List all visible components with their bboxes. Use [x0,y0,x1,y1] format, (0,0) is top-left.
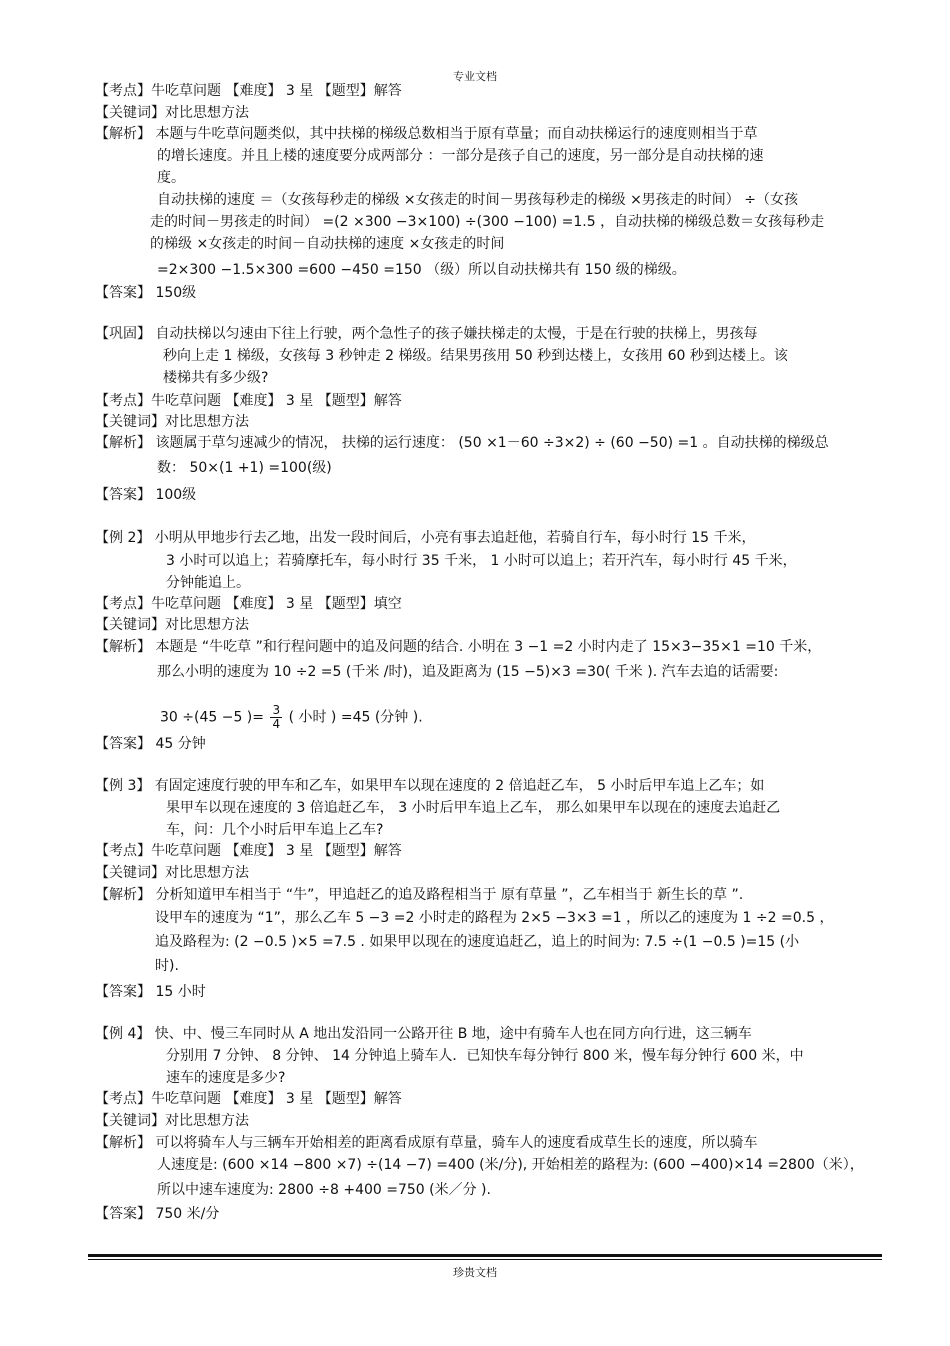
text-line: 【考点】牛吃草问题 【难度】 3 星 【题型】填空 [95,596,402,612]
text-line: 车，问：几个小时后甲车追上乙车? [166,822,384,838]
text-line: 【解析】 该题属于草匀速减少的情况， 扶梯的运行速度： (50 ×1－60 ÷3×2) ÷ (60 −50) =1 。自动扶梯的梯级总 [95,435,829,451]
text-line: 【答案】 100级 [95,487,197,503]
text-line: 时). [155,958,179,974]
text-line: 速车的速度是多少? [166,1070,286,1086]
fraction-denominator: 4 [272,717,281,731]
text-line: 走的时间－男孩走的时间） =(2 ×300 −3×100) ÷(300 −100) =1.5 ，自动扶梯的梯级总数＝女孩每秒走 [150,214,825,230]
page-footer: 珍贵文档 [453,1266,497,1279]
text-line: 秒向上走 1 梯级，女孩每 3 秒钟走 2 梯级。结果男孩用 50 秒到达楼上，女孩用 60 秒到达楼上。该 [163,348,788,364]
text-line: 【巩固】 自动扶梯以匀速由下往上行驶，两个急性子的孩子嫌扶梯走的太慢，于是在行驶的扶梯上，男孩每 [95,326,758,342]
text-line: 的增长速度。并且上楼的速度要分成两部分 ：一部分是孩子自己的速度，另一部分是自动扶梯的速 [157,148,764,164]
text-line: 【解析】 本题是 “牛吃草 ”和行程问题中的追及问题的结合. 小明在 3 −1 =2 小时内走了 15×3−35×1 =10 千米， [95,639,822,655]
text-line: 的梯级 ×女孩走的时间－自动扶梯的速度 ×女孩走的时间 [150,236,505,252]
text-line: 人速度是: (600 ×14 −800 ×7) ÷(14 −7) =400 (米/分), 开始相差的路程为: (600 −400)×14 =2800（米）， [157,1157,864,1173]
text-line: 【解析】 可以将骑车人与三辆车开始相差的距离看成原有草量，骑车人的速度看成草生长的速度，所以骑车 [95,1135,758,1151]
text-line: 【答案】 150级 [95,285,197,301]
text-line: 【例 2】 小明从甲地步行去乙地，出发一段时间后，小亮有事去追赶他，若骑自行车，每小时行 15 千米， [95,530,756,546]
fraction-numerator: 3 [272,703,281,717]
text-line: 分钟能追上。 [166,575,250,591]
text-line: 【答案】 750 米/分 [95,1206,220,1222]
text-line: 追及路程为: (2 −0.5 )×5 =7.5 . 如果甲以现在的速度追赶乙，追上的时间为: 7.5 ÷(1 −0.5 )=15 (小 [155,934,800,950]
text-line: 【关键词】对比思想方法 [95,1113,249,1129]
text-line: 【答案】 45 分钟 [95,736,206,752]
fraction-equation [160,704,423,731]
text-line: 数： 50×(1 +1) =100(级) [157,460,332,476]
footer-rule-thick [88,1254,882,1257]
text-line: 【考点】牛吃草问题 【难度】 3 星 【题型】解答 [95,393,402,409]
text-line: 设甲车的速度为 “1”，那么乙车 5 −3 =2 小时走的路程为 2×5 −3×3 =1 ，所以乙的速度为 1 ÷2 =0.5 ， [155,910,834,926]
fraction [270,704,282,731]
text-line: 所以中速车速度为: 2800 ÷8 +400 =750 (米／分 ). [157,1182,491,1198]
text-line: 【解析】 分析知道甲车相当于 “牛”，甲追赶乙的追及路程相当于 原有草量 ”，乙车相当于 新生长的草 ”. [95,887,744,903]
text-line: 【关键词】对比思想方法 [95,105,249,121]
text-line: 【答案】 15 小时 [95,984,206,1000]
text-line: 3 小时可以追上；若骑摩托车，每小时行 35 千米， 1 小时可以追上；若开汽车，每小时行 45 千米， [166,553,797,569]
text-line: 【解析】 本题与牛吃草问题类似，其中扶梯的梯级总数相当于原有草量；而自动扶梯运行的速度则相当于草 [95,126,758,142]
text-line: =2×300 −1.5×300 =600 −450 =150 （级）所以自动扶梯共有 150 级的梯级。 [157,262,686,278]
text-line: 【例 4】 快、中、慢三车同时从 A 地出发沿同一公路开往 B 地，途中有骑车人也在同方向行进，这三辆车 [95,1026,752,1042]
footer-rule-thin [88,1259,882,1260]
text-line: 度。 [157,170,185,186]
text-line: 分别用 7 分钟、 8 分钟、 14 分钟追上骑车人．已知快车每分钟行 800 米，慢车每分钟行 600 米，中 [166,1048,804,1064]
text-line: 【考点】牛吃草问题 【难度】 3 星 【题型】解答 [95,83,402,99]
text-line: 果甲车以现在速度的 3 倍追赶乙车， 3 小时后甲车追上乙车， 那么如果甲车以现在的速度去追赶乙 [166,800,781,816]
text-line: 【考点】牛吃草问题 【难度】 3 星 【题型】解答 [95,843,402,859]
fraction-prefix: 30 ÷(45 −5 )= [160,709,265,726]
text-line: 【考点】牛吃草问题 【难度】 3 星 【题型】解答 [95,1091,402,1107]
page-header: 专业文档 [453,70,497,83]
text-line: 楼梯共有多少级? [163,370,269,386]
text-line: 【关键词】对比思想方法 [95,865,249,881]
text-line: 【例 3】 有固定速度行驶的甲车和乙车，如果甲车以现在速度的 2 倍追赶乙车， 5 小时后甲车追上乙车；如 [95,778,765,794]
text-line: 自动扶梯的速度 ＝（女孩每秒走的梯级 ×女孩走的时间－男孩每秒走的梯级 ×男孩走的时间） ÷（女孩 [157,192,798,208]
text-line: 【关键词】对比思想方法 [95,617,249,633]
text-line: 那么小明的速度为 10 ÷2 =5 (千米 /时)，追及距离为 (15 −5)×3 =30( 千米 ). 汽车去追的话需要: [157,664,779,680]
fraction-suffix: ( 小时 ) =45 (分钟 ). [288,709,423,726]
text-line: 【关键词】对比思想方法 [95,414,249,430]
